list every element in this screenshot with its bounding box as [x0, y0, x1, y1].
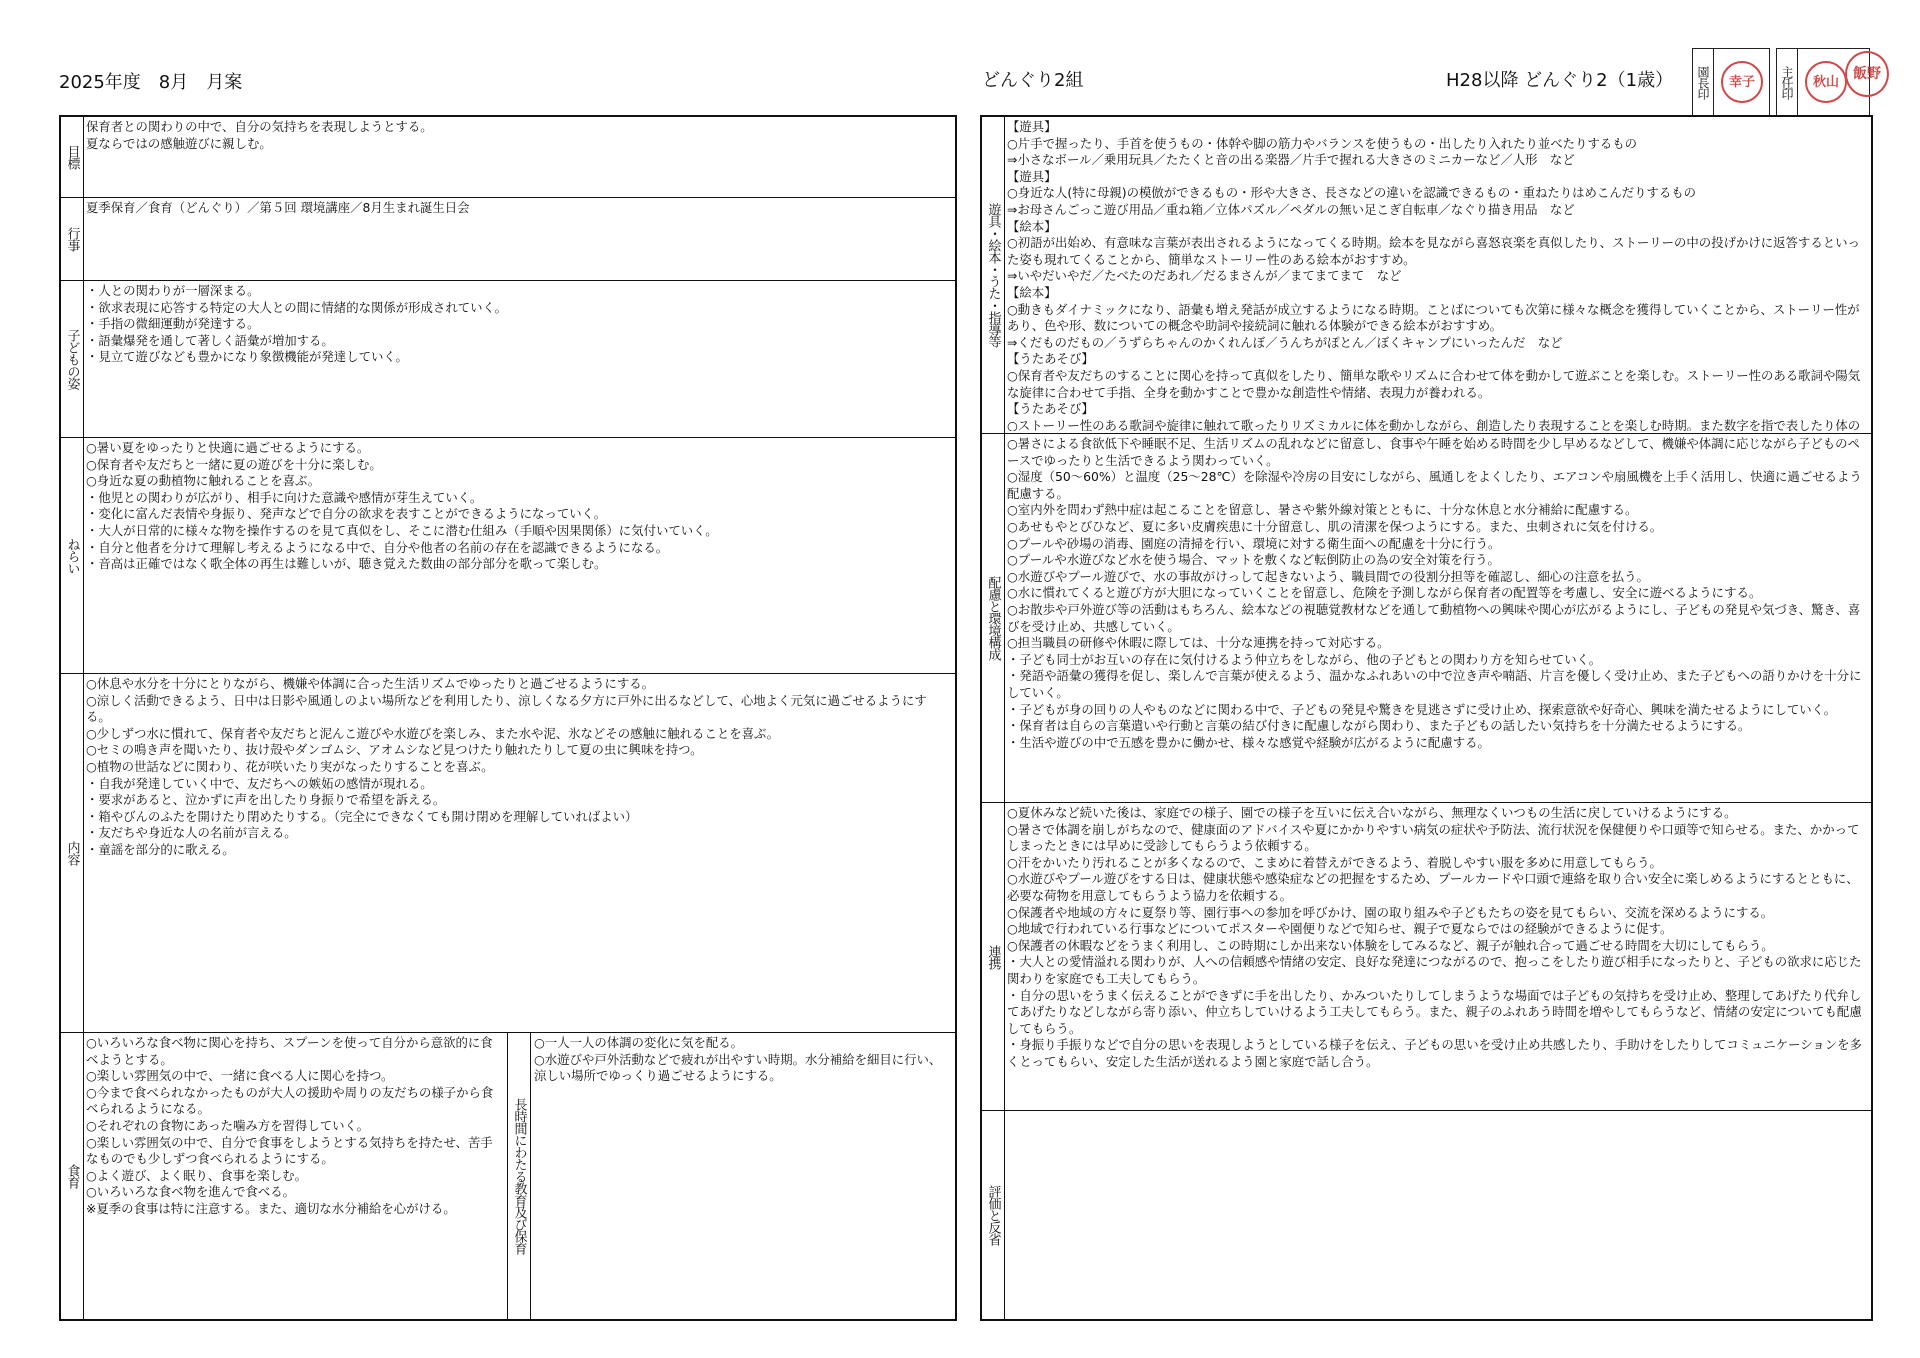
group-label: H28以降 どんぐり2（1歳）	[1446, 70, 1674, 91]
content-shokuiku: ○いろいろな食べ物に関心を持ち、スプーンを使って自分から意欲的に食べようとする。 ○楽しい雰囲気の中で、一緒に食べる人に関心を持つ。 ○今まで食べられなかったものが大人の援助や周りの友だちの様子から食べられるようになる。 ○それぞれの食物にあった噛み方を習得していく。 ○楽しい雰囲気の中で、自分で食事をしようとする気持ちを持たせ、苦手なものでも少しずつ食べられるようにする。 ○よく遊び、よく眠り、食事を楽しむ。 ○いろいろな食べ物を進んで食べる。 ※夏季の食事は特に注意する。また、適切な水分補給を心がける。	[86, 1035, 494, 1216]
section-hyoka	[982, 1111, 1871, 1319]
section-asobi	[982, 117, 1871, 434]
content-naiyo: ○休息や水分を十分にとりながら、機嫌や体調に合った生活リズムでゆったりと過ごせるようにする。 ○涼しく活動できるよう、日中は日影や風通しのよい場所などを利用したり、涼しくなる夕方に戸外に出るなどして、心地よく元気に過ごせるようにする。 ○少しずつ水に慣れて、保育者や友だちと泥んこ遊びや水遊びを楽しみ、また水や泥、氷などその感触に触れることを喜ぶ。 ○セミの鳴き声を聞いたり、抜け殻やダンゴムシ、アオムシなど見つけたり触れたりして夏の虫に興味を持つ。 ○植物の世話などに関わり、花が咲いたり実がなったりすることを喜ぶ。 ・自我が発達していく中で、友だちへの嫉妬の感情が現れる。 ・要求があると、泣かずに声を出したり身振りで希望を訴える。 ・箱やびんのふたを開けたり閉めたりする。（完全にできなくても開け閉めを理解していればよい） ・友だちや身近な人の名前が言える。 ・童謡を部分的に歌える。	[86, 676, 927, 857]
label-kodomo: 子どもの姿	[61, 281, 84, 437]
left-panel	[59, 115, 957, 1321]
content-kodomo: ・人との関わりが一層深まる。 ・欲求表現に応答する特定の大人との間に情緒的な関係が形成されていく。 ・手指の微細運動が発達する。 ・語彙爆発を通して著しく語彙が増加する。 ・見立て遊びなども豊かになり象徴機能が発達していく。	[86, 283, 508, 365]
chief-seal: 秋山	[1805, 61, 1847, 103]
label-hyoka: 評価と反省	[982, 1111, 1005, 1319]
principal-stamp-label: 園長印	[1692, 48, 1714, 116]
label-mokuhyo: 目標	[61, 117, 84, 197]
content-choujikan: ○一人一人の体調の変化に気を配る。 ○水遊びや戸外活動などで疲れが出やすい時期。水分補給を細目に行い、涼しい場所でゆっくり過ごせるようにする。	[534, 1035, 942, 1084]
section-renkei	[982, 803, 1871, 1111]
section-gyoji	[61, 198, 955, 281]
chief-stamp-label: 主任印	[1776, 48, 1798, 116]
label-shokuiku: 食育	[61, 1033, 84, 1319]
page-title: 2025年度 8月 月案	[59, 72, 243, 93]
right-panel	[980, 115, 1873, 1321]
content-nerai: ○暑い夏をゆったりと快適に過ごせるようにする。 ○保育者や友だちと一緒に夏の遊びを十分に楽しむ。 ○身近な夏の動植物に触れることを喜ぶ。 ・他児との関わりが広がり、相手に向けた意識や感情が芽生えていく。 ・変化に富んだ表情や身振り、発声などで自分の欲求を表すことができるようになっていく。 ・大人が日常的に様々な物を操作するのを見て真似をし、そこに潜む仕組み（手順や因果関係）に気付いていく。 ・自分と他者を分けて理解し考えるようになる中で、自分や他者の名前の存在を認識できるようになる。 ・音高は正確ではなく歌全体の再生は難しいが、聴き覚えた数曲の部分部分を歌って楽しむ。	[86, 440, 718, 572]
label-nerai: ねらい	[61, 438, 84, 673]
section-shokuiku	[61, 1033, 955, 1319]
label-naiyo: 内容	[61, 674, 84, 1032]
section-kodomo	[61, 281, 955, 438]
label-renkei: 連携	[982, 803, 1005, 1110]
content-mokuhyo: 保育者との関わりの中で、自分の気持ちを表現しようとする。 夏ならではの感触遊びに親しむ。	[86, 119, 433, 151]
label-gyoji: 行事	[61, 198, 84, 280]
class-name: どんぐり2組	[982, 70, 1084, 91]
section-naiyo	[61, 674, 955, 1033]
content-renkei: ○夏休みなど続いた後は、家庭での様子、園での様子を互いに伝え合いながら、無理なくいつもの生活に戻していけるようにする。 ○暑さで体調を崩しがちなので、健康面のアドバイスや夏にかかりやすい病気の症状や予防法、流行状況を保健便りや口頭等で知らせる。また、かかってしまったときには早めに受診してもらうよう依頼する。 ○汗をかいたり汚れることが多くなるので、こまめに着替えができるよう、着脱しやすい服を多めに用意してもらう。 ○水遊びやプール遊びをする日は、健康状態や感染症などの把握をするため、プールカードや口頭で連絡を取り合い安全に楽しめるようにするとともに、必要な荷物を用意してもらうよう協力を依頼する。 ○保護者や地域の方々に夏祭り等、園行事への参加を呼びかけ、園の取り組みや子どもたちの姿を見てもらい、交流を深めるようにする。 ○地域で行われている行事などについてポスターや園便りなどで知らせ、親子で夏ならではの経験ができるように促す。 ○保護者の休暇などをうまく利用し、この時期にしか出来ない体験をしてみるなど、親子が触れ合って過ごせる時間を大切にしてもらう。 ・大人との愛情溢れる関わりが、人への信頼感や情緒の安定、良好な発達につながるので、抱っこをしたり遊び相手になったりと、子どもの欲求に応じた関わりを家庭でも工夫してもらう。 ・自分の思いをうまく伝えることができずに手を出したり、かみついたりしてしまうような場面では子どもの気持ちを受け止め、整理してあげたり代弁してあげたりなどしながら寄り添い、仲立ちしていけるよう工夫してもらう。また、親子のふれあう時間を増やしてもらうなど、情緒の安定についても配慮してもらう。 ・身振り手振りなどで自分の思いを表現しようとしている様子を伝え、子どもの思いを受け止め共感したり、手助けをしたりしてコミュニケーションを多くとってもらい、安定した生活が送れるよう園と家庭で話し合う。	[1007, 805, 1862, 1069]
content-hairyo: ○暑さによる食欲低下や睡眠不足、生活リズムの乱れなどに留意し、食事や午睡を始める時間を少し早めるなどして、機嫌や体調に応じながら子どものペースでゆったりと生活できるよう関わっていく。 ○湿度（50〜60%）と温度（25〜28℃）を除湿や冷房の目安にしながら、風通しをよくしたり、エアコンや扇風機を上手く活用し、快適に過ごせるよう配慮する。 ○室内外を問わず熱中症は起こることを留意し、暑さや紫外線対策とともに、十分な休息と水分補給に配慮する。 ○あせもやとびひなど、夏に多い皮膚疾患に十分留意し、肌の清潔を保つようにする。また、虫刺されに気を付ける。 ○プールや砂場の消毒、園庭の清掃を行い、環境に対する衛生面への配慮を十分に行う。 ○プールや水遊びなど水を使う場合、マットを敷くなど転倒防止の為の安全対策を行う。 ○水遊びやプール遊びで、水の事故がけっして起きないよう、職員間での役割分担等を確認し、細心の注意を払う。 ○水に慣れてくると遊び方が大胆になっていくことを留意し、危険を予測しながら保育者の配置等を考慮し、安全に遊べるようにする。 ○お散歩や戸外遊び等の活動はもちろん、絵本などの視聴覚教材などを通して動植物への興味や関心が広がるようにし、子どもの発見や気づき、驚き、喜びを受け止め、共感していく。 ○担当職員の研修や休暇に際しては、十分な連携を持って対応する。 ・子ども同士がお互いの存在に気付けるよう仲立ちをしながら、他の子どもとの関わり方を知らせていく。 ・発語や語彙の獲得を促し、楽しんで言葉が使えるよう、温かなふれあいの中で泣き声や喃語、片言を優しく受け止め、また子どもへの語りかけを十分にしていく。 ・子どもが身の回りの人やものなどに関わる中で、子どもの発見や驚きを見逃さずに受け止め、探索意欲や好奇心、興味を満たせるようにしていく。 ・保育者は自らの言葉遣いや行動と言葉の結び付きに配慮しながら関わり、また子どもの話したい気持ちを十分満たせるようにする。 ・生活や遊びの中で五感を豊かに働かせ、様々な感覚や経験が広がるように配慮する。	[1007, 436, 1862, 750]
content-gyoji: 夏季保育／食育（どんぐり）／第５回 環境講座／8月生まれ誕生日会	[86, 200, 470, 215]
content-hyoka[interactable]	[1007, 1113, 1867, 1317]
label-choujikan: 長時間にわたる教育及び保育	[507, 1033, 531, 1319]
principal-seal: 幸子	[1721, 61, 1763, 103]
label-asobi: 遊具・絵本・うた・指導等	[982, 117, 1005, 433]
chief-stamp-box	[1797, 48, 1881, 116]
author-seal: 飯野	[1845, 51, 1889, 97]
section-hairyo	[982, 434, 1871, 803]
principal-stamp-box	[1713, 48, 1770, 116]
section-mokuhyo	[61, 117, 955, 198]
content-asobi: 【遊具】 ○片手で握ったり、手首を使うもの・体幹や脚の筋力やバランスを使うもの・出したり入れたり並べたりするもの ⇒小さなボール／乗用玩具／たたくと音の出る楽器／片手で握れる大きさのミニカーなど／人形 など 【遊具】 ○身近な人(特に母親)の模倣ができるもの・形や大きさ、長さなどの違いを認識できるもの・重ねたりはめこんだりするもの ⇒お母さんごっこ遊び用品／重ね箱／立体パズル／ペダルの無い足こぎ自転車／なぐり描き用品 など 【絵本】 ○初語が出始め、有意味な言葉が表出されるようになってくる時期。絵本を見ながら喜怒哀楽を真似したり、ストーリーの中の投げかけに返答するといった姿も現れてくることから、簡単なストーリー性のある絵本がおすすめ。 ⇒いやだいやだ／たべたのだあれ／だるまさんが／まてまてまて など 【絵本】 ○動きもダイナミックになり、語彙も増え発話が成立するようになる時期。ことばについても次第に様々な概念を獲得していくことから、ストーリー性があり、色や形、数についての概念や助詞や接続詞に触れる体験ができる絵本がおすすめ。 ⇒くだものだもの／うずらちゃんのかくれんぼ／うんちがぽとん／ぼくキャンプにいったんだ など 【うたあそび】 ○保育者や友だちのすることに関心を持って真似をしたり、簡単な歌やリズムに合わせて体を動かして遊ぶことを楽しむ。ストーリー性のある歌詞や陽気な旋律に合わせて手指、全身を動かすことで豊かな創造性や情緒、表現力が養われる。 【うたあそび】 ○ストーリー性のある歌詞や旋律に触れて歌ったりリズミカルに体を動かしながら、創造したり表現することを楽しむ時期。また数字を指で表したり体の	[1007, 119, 1861, 431]
label-hairyo: 配慮と環境構成	[982, 434, 1005, 802]
section-nerai	[61, 438, 955, 674]
